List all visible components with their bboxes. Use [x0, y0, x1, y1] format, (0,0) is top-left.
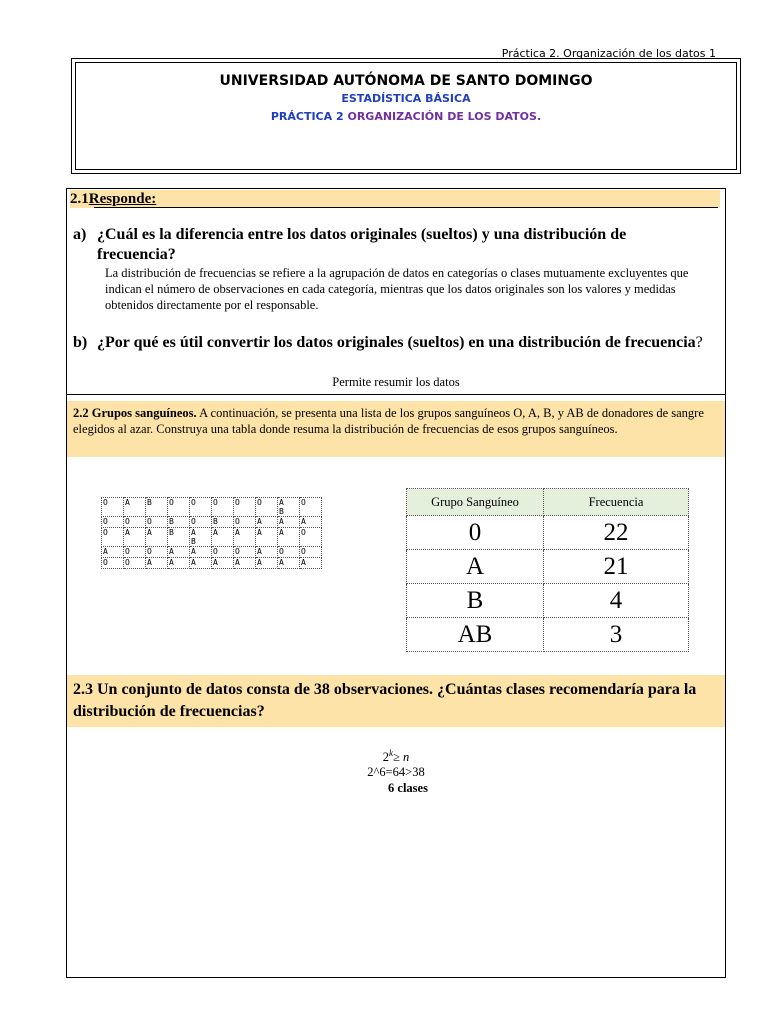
grid-cell: A: [278, 517, 300, 528]
table-row: 0 22: [407, 516, 689, 550]
section-number: 2.1: [70, 191, 89, 207]
grid-cell: A: [300, 558, 322, 569]
grid-cell: A: [190, 558, 212, 569]
section-title: Responde:: [88, 191, 157, 207]
grid-cell: O: [190, 517, 212, 528]
table-row: A 21: [407, 550, 689, 584]
grid-cell: A B: [278, 498, 300, 517]
grid-cell: O: [300, 528, 322, 547]
grid-cell: O: [300, 498, 322, 517]
header-group: Grupo Sanguíneo: [407, 489, 544, 516]
frequency-table: [406, 488, 689, 652]
section-2-1-heading: [70, 190, 720, 208]
answer-b: Permite resumir los datos: [332, 375, 460, 389]
raw-blood-data-grid: [101, 497, 322, 569]
practice-prefix: PRÁCTICA 2: [270, 110, 344, 123]
title-box: [75, 62, 737, 170]
grid-cell: A: [146, 558, 168, 569]
question-a: a) ¿Cuál es la diferencia entre los datos originales (sueltos) y una distribución de frecuencia?: [73, 226, 627, 263]
table-row: B 4: [407, 584, 689, 618]
section-2-2-heading: 2.2 Grupos sanguíneos. A continuación, se presenta una lista de los grupos sanguíneos O, A, B, y AB de donadores de sangre elegidos al azar. Construya una tabla donde resuma la distribución de frecuencias de esos grupos sanguíneos.: [67, 401, 725, 457]
grid-row: [102, 498, 322, 517]
grid-cell: O: [102, 517, 124, 528]
grid-cell: A: [168, 547, 190, 558]
section-2-3-text: Un conjunto de datos consta de 38 observaciones. ¿Cuántas clases recomendaría para la distribución de frecuencias?: [73, 681, 697, 720]
grid-cell: O: [190, 498, 212, 517]
grid-cell: A: [124, 528, 146, 547]
grid-cell: A: [256, 528, 278, 547]
divider: [67, 394, 725, 395]
grid-cell: A B: [190, 528, 212, 547]
grid-cell: A: [212, 528, 234, 547]
answer-a: La distribución de frecuencias se refiere a la agrupación de datos en categorías o clases mutuamente excluyentes que indican el número de observaciones en cada categoría, mientras que los datos originales son los valores y medidas obtenidos directamente por el responsable.: [105, 266, 689, 312]
grid-cell: O: [278, 547, 300, 558]
grid-cell: A: [300, 517, 322, 528]
calculation: 2^6=64>38: [367, 765, 425, 779]
grid-cell: A: [278, 558, 300, 569]
content-frame: [66, 188, 726, 978]
grid-cell: B: [146, 498, 168, 517]
practice-topic: ORGANIZACIÓN DE LOS DATOS: [347, 110, 537, 123]
formula: $2^k\ge n$: [382, 748, 410, 765]
grid-cell: A: [234, 528, 256, 547]
grid-cell: O: [168, 498, 190, 517]
grid-cell: O: [234, 517, 256, 528]
grid-cell: O: [102, 528, 124, 547]
grid-cell: O: [256, 498, 278, 517]
grid-cell: A: [212, 558, 234, 569]
result: 6 clases: [388, 781, 428, 795]
grid-cell: O: [102, 558, 124, 569]
grid-cell: O: [124, 558, 146, 569]
grid-cell: A: [102, 547, 124, 558]
practice-title: PRÁCTICA 2 ORGANIZACIÓN DE LOS DATOS.: [270, 110, 542, 123]
section-2-2-title: Grupos sanguíneos.: [91, 406, 197, 420]
grid-cell: A: [190, 547, 212, 558]
grid-cell: O: [212, 498, 234, 517]
question-b: b) ¿Por qué es útil convertir los datos originales (sueltos) en una distribución de frecuencia?: [73, 334, 703, 351]
section-2-3-heading: 2.3 Un conjunto de datos consta de 38 observaciones. ¿Cuántas clases recomendaría para la distribución de frecuencias?: [67, 675, 725, 727]
grid-cell: A: [146, 528, 168, 547]
grid-row: [102, 528, 322, 547]
university-title: UNIVERSIDAD AUTÓNOMA DE SANTO DOMINGO: [219, 73, 593, 89]
grid-cell: O: [124, 547, 146, 558]
header-frequency: Frecuencia: [544, 489, 689, 516]
grid-row: [102, 558, 322, 569]
subject-title: ESTADÍSTICA BÁSICA: [341, 92, 471, 105]
grid-cell: A: [168, 558, 190, 569]
table-row: AB 3: [407, 618, 689, 652]
grid-row: [102, 547, 322, 558]
grid-cell: B: [212, 517, 234, 528]
grid-cell: A: [256, 558, 278, 569]
grid-cell: O: [212, 547, 234, 558]
grid-cell: O: [234, 498, 256, 517]
grid-cell: B: [168, 528, 190, 547]
grid-cell: O: [300, 547, 322, 558]
grid-cell: O: [124, 517, 146, 528]
grid-cell: O: [146, 547, 168, 558]
section-2-2-text: A continuación, se presenta una lista de los grupos sanguíneos O, A, B, y AB de donadores de sangre elegidos al azar. Construya una tabla donde resuma la distribución de frecuencias de esos grupos sanguíneos.: [73, 406, 704, 436]
grid-cell: A: [256, 517, 278, 528]
grid-cell: A: [124, 498, 146, 517]
grid-cell: O: [102, 498, 124, 517]
grid-cell: O: [234, 547, 256, 558]
grid-cell: A: [256, 547, 278, 558]
grid-row: [102, 517, 322, 528]
grid-cell: A: [234, 558, 256, 569]
grid-cell: O: [146, 517, 168, 528]
grid-cell: B: [168, 517, 190, 528]
page-header-label: Práctica 2. Organización de los datos 1: [501, 47, 716, 60]
grid-cell: A: [278, 528, 300, 547]
